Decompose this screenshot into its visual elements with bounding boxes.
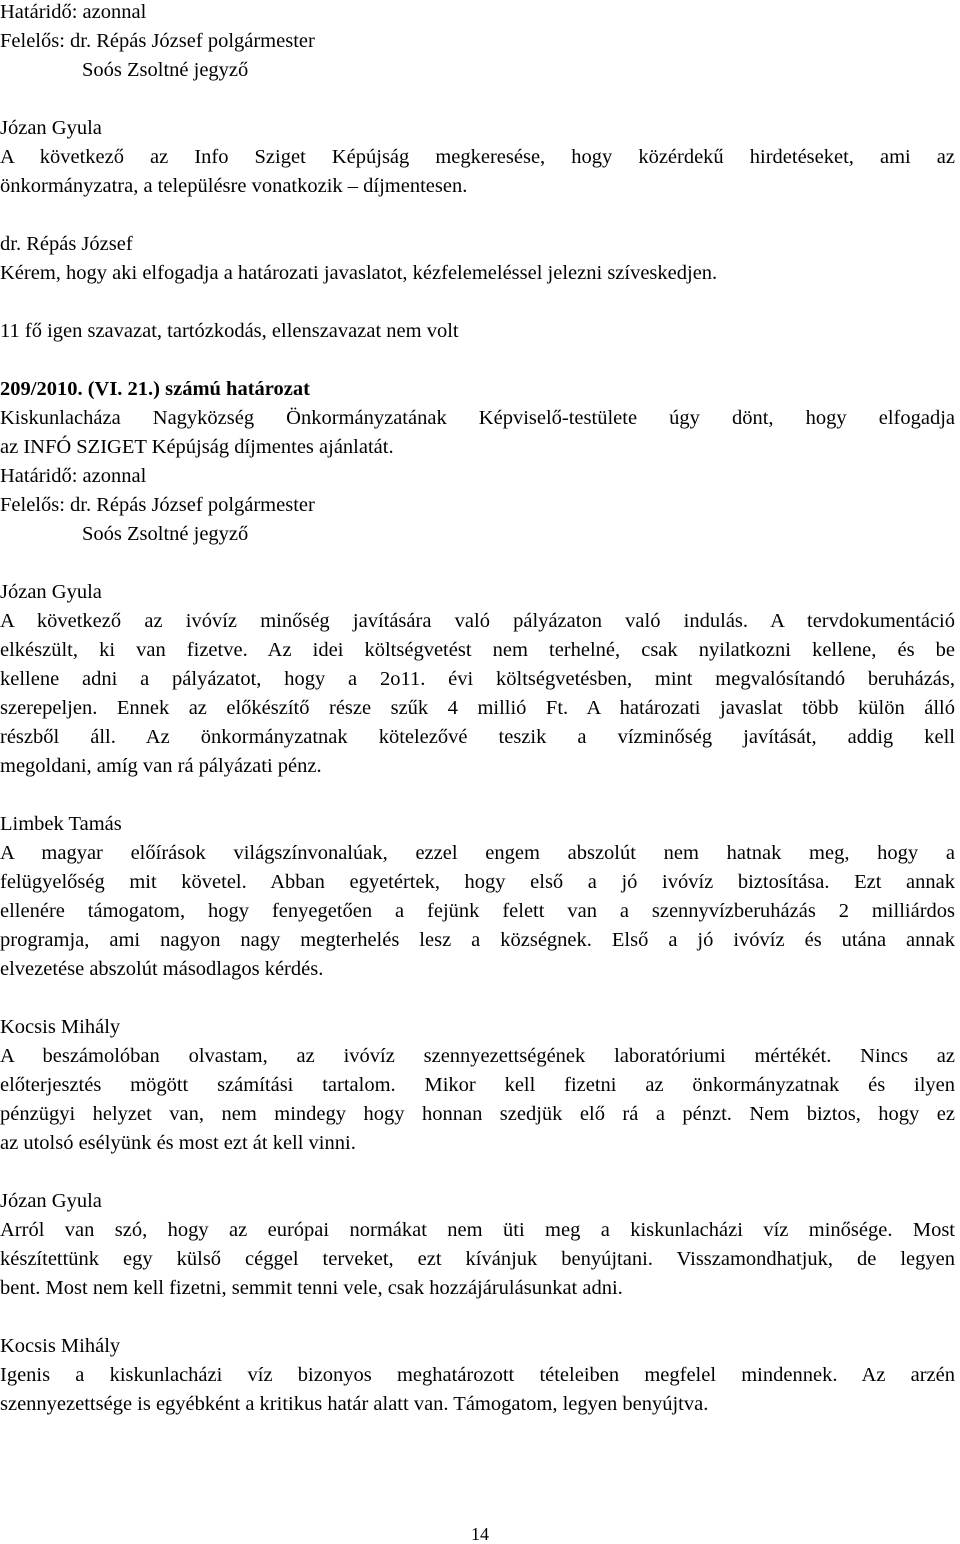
paragraph-line: elvezetése abszolút másodlagos kérdés. bbox=[0, 958, 324, 980]
paragraph-line: készítettünk egy külső céggel terveket, ezt kívánjuk benyújtani. Visszamondhatjuk, de legyen bbox=[0, 1248, 955, 1270]
paragraph-line: szerepeljen. Ennek az előkészítő része szűk 4 millió Ft. A határozati javaslat több külön álló bbox=[0, 697, 955, 719]
paragraph-line: az utolsó esélyünk és most ezt át kell vinni. bbox=[0, 1132, 356, 1154]
deadline-line: Határidő: azonnal bbox=[0, 465, 147, 487]
responsible-line: Felelős: dr. Répás József polgármester bbox=[0, 494, 315, 516]
resolution-text-line: Kiskunlacháza Nagyközség Önkormányzatának Képviselő-testülete úgy dönt, hogy elfogadja bbox=[0, 407, 955, 429]
paragraph-line: A magyar előírások világszínvonalúak, ezzel engem abszolút nem hatnak meg, hogy a bbox=[0, 842, 955, 864]
paragraph-line: kellene adni a pályázatot, hogy a 2o11. évi költségvetésben, mint megvalósítandó beruházás, bbox=[0, 668, 955, 690]
resolution-text-line: az INFÓ SZIGET Képújság díjmentes ajánlatát. bbox=[0, 436, 394, 458]
responsible-secondary-line: Soós Zsoltné jegyző bbox=[82, 523, 249, 545]
paragraph-line: önkormányzatra, a településre vonatkozik – díjmentesen. bbox=[0, 175, 468, 197]
paragraph-line: A beszámolóban olvastam, az ivóvíz szennyezettségének laboratóriumi mértékét. Nincs az bbox=[0, 1045, 955, 1067]
page-number: 14 bbox=[471, 1524, 489, 1544]
speaker-name: Józan Gyula bbox=[0, 581, 102, 603]
speaker-name: dr. Répás József bbox=[0, 233, 133, 255]
paragraph-line: Igenis a kiskunlacházi víz bizonyos meghatározott tételeiben megfelel mindennek. Az arzén bbox=[0, 1364, 955, 1386]
paragraph-line: programja, ami nagyon nagy megterhelés lesz a községnek. Első a jó ivóvíz és utána annak bbox=[0, 929, 955, 951]
paragraph-line: részből áll. Az önkormányzatnak kötelezővé teszik a vízminőség javítását, addig kell bbox=[0, 726, 955, 748]
speaker-name: Kocsis Mihály bbox=[0, 1016, 121, 1038]
speaker-name: Józan Gyula bbox=[0, 1190, 102, 1212]
paragraph-line: pénzügyi helyzet van, nem mindegy hogy honnan szedjük elő rá a pénzt. Nem biztos, hogy ez bbox=[0, 1103, 955, 1125]
paragraph-line: Kérem, hogy aki elfogadja a határozati javaslatot, kézfelemeléssel jelezni szíveskedjen. bbox=[0, 262, 718, 284]
paragraph-line: Arról van szó, hogy az európai normákat nem üti meg a kiskunlacházi víz minősége. Most bbox=[0, 1219, 955, 1241]
responsible-line: Felelős: dr. Répás József polgármester bbox=[0, 30, 315, 52]
paragraph-line: előterjesztés mögött számítási tartalom. Mikor kell fizetni az önkormányzatnak és ilyen bbox=[0, 1074, 955, 1096]
deadline-line: Határidő: azonnal bbox=[0, 1, 147, 23]
paragraph-line: szennyezettsége is egyébként a kritikus határ alatt van. Támogatom, legyen benyújtva. bbox=[0, 1393, 709, 1415]
paragraph-line: ellenére támogatom, hogy fenyegetően a fejünk felett van a szennyvízberuházás 2 milliárdos bbox=[0, 900, 955, 922]
speaker-name: Limbek Tamás bbox=[0, 813, 122, 835]
paragraph-line: A következő az Info Sziget Képújság megkeresése, hogy közérdekű hirdetéseket, ami az bbox=[0, 146, 955, 168]
resolution-title: 209/2010. (VI. 21.) számú határozat bbox=[0, 378, 310, 400]
paragraph-line: felügyelőség mit követel. Abban egyetértek, hogy első a jó ivóvíz biztosítása. Ezt annak bbox=[0, 871, 955, 893]
speaker-name: Kocsis Mihály bbox=[0, 1335, 121, 1357]
paragraph-line: megoldani, amíg van rá pályázati pénz. bbox=[0, 755, 322, 777]
speaker-name: Józan Gyula bbox=[0, 117, 102, 139]
vote-result: 11 fő igen szavazat, tartózkodás, ellenszavazat nem volt bbox=[0, 320, 459, 342]
paragraph-line: bent. Most nem kell fizetni, semmit tenni vele, csak hozzájárulásunkat adni. bbox=[0, 1277, 623, 1299]
paragraph-line: elkészült, ki van fizetve. Az idei költségvetést nem terhelné, csak nyilatkozni kellene, és be bbox=[0, 639, 955, 661]
paragraph-line: A következő az ivóvíz minőség javítására való pályázaton való indulás. A tervdokumentáció bbox=[0, 610, 955, 632]
responsible-secondary-line: Soós Zsoltné jegyző bbox=[82, 59, 249, 81]
